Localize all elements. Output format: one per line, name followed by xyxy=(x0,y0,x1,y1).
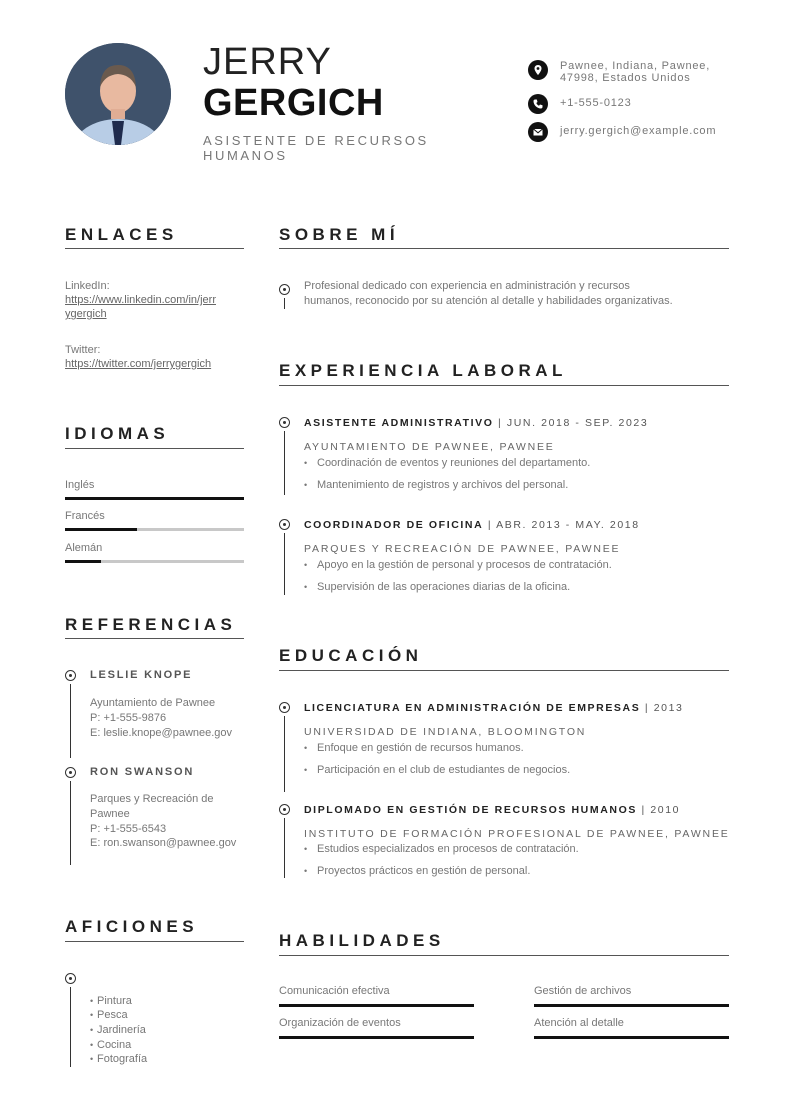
section-title-habilidades: HABILIDADES xyxy=(279,931,445,950)
timeline-dot-icon xyxy=(279,804,290,815)
timeline-dot-icon xyxy=(279,284,290,295)
experience-date: JUN. 2018 - SEP. 2023 xyxy=(506,417,649,429)
section-divider xyxy=(65,248,244,249)
skill-label: Comunicación efectiva xyxy=(279,985,390,997)
phone-text: +1-555-0123 xyxy=(560,97,632,109)
section-title-experiencia: EXPERIENCIA LABORAL xyxy=(279,361,567,380)
education-org: UNIVERSIDAD DE INDIANA, BLOOMINGTON xyxy=(304,726,587,738)
experience-bullet: • Mantenimiento de registros y archivos del personal. xyxy=(304,479,568,491)
section-title-referencias: REFERENCIAS xyxy=(65,615,237,634)
skill-bar xyxy=(534,1004,729,1007)
hobby-item: • Pesca xyxy=(90,1009,128,1021)
avatar xyxy=(65,43,171,145)
contact-address xyxy=(528,60,740,84)
education-bullet: • Enfoque en gestión de recursos humanos. xyxy=(304,742,524,754)
job-title: ASISTENTE DE RECURSOS HUMANOS xyxy=(203,133,429,163)
skill-bar xyxy=(279,1036,474,1039)
timeline-dot-icon xyxy=(65,767,76,778)
reference-email: E: leslie.knope@pawnee.gov xyxy=(90,727,233,739)
timeline-line xyxy=(284,431,285,495)
skill-label: Gestión de archivos xyxy=(534,985,632,997)
reference-email: E: ron.swanson@pawnee.gov xyxy=(90,837,237,849)
section-title-sobre-mi: SOBRE MÍ xyxy=(279,225,400,244)
timeline-line xyxy=(70,781,71,865)
twitter-link[interactable]: https://twitter.com/jerrygergich xyxy=(65,358,212,370)
education-org: INSTITUTO DE FORMACIÓN PROFESIONAL DE PAWNEE, PAWNEE xyxy=(304,828,730,840)
education-degree: DIPLOMADO EN GESTIÓN DE RECURSOS HUMANOS xyxy=(304,804,637,816)
about-text-line: Profesional dedicado con experiencia en administración y recursos xyxy=(304,280,630,292)
profile-photo-icon xyxy=(65,43,171,145)
section-title-enlaces: ENLACES xyxy=(65,225,178,244)
language-label: Alemán xyxy=(65,542,103,554)
education-heading xyxy=(304,702,683,714)
section-title-idiomas: IDIOMAS xyxy=(65,424,170,443)
hobby-item: • Fotografía xyxy=(90,1053,147,1065)
email-text: jerry.gergich@example.com xyxy=(560,125,717,137)
address-text: Pawnee, Indiana, Pawnee, 47998, Estados Unidos xyxy=(560,60,711,84)
experience-bullet: • Coordinación de eventos y reuniones del departamento. xyxy=(304,457,590,469)
contact-phone xyxy=(528,94,740,114)
language-level-bar xyxy=(65,497,244,500)
linkedin-link[interactable]: https://www.linkedin.com/in/jerr xyxy=(65,294,216,306)
section-divider xyxy=(65,448,244,449)
first-name: JERRY xyxy=(203,41,332,83)
twitter-label: Twitter: xyxy=(65,344,101,356)
separator: | xyxy=(641,804,646,816)
reference-phone: P: +1-555-9876 xyxy=(90,712,167,724)
section-divider xyxy=(279,670,729,671)
language-level-bar xyxy=(65,560,244,563)
separator: | xyxy=(644,702,650,714)
skill-bar xyxy=(279,1004,474,1007)
reference-org: Ayuntamiento de Pawnee xyxy=(90,697,216,709)
experience-org: AYUNTAMIENTO DE PAWNEE, PAWNEE xyxy=(304,441,555,453)
linkedin-link-continued[interactable]: ygergich xyxy=(65,308,107,320)
hobby-item: • Pintura xyxy=(90,995,132,1007)
experience-bullet: • Supervisión de las operaciones diarias de la oficina. xyxy=(304,581,570,593)
section-divider xyxy=(65,941,244,942)
education-bullet: • Proyectos prácticos en gestión de personal. xyxy=(304,865,530,877)
section-divider xyxy=(279,955,729,956)
education-bullet: • Estudios especializados en procesos de contratación. xyxy=(304,843,579,855)
education-year: 2010 xyxy=(650,804,681,816)
timeline-dot-icon xyxy=(65,670,76,681)
language-level-bar xyxy=(65,528,244,531)
section-divider xyxy=(279,248,729,249)
experience-heading xyxy=(304,417,648,429)
section-divider xyxy=(65,638,244,639)
timeline-dot-icon xyxy=(279,702,290,713)
section-title-educacion: EDUCACIÓN xyxy=(279,646,423,665)
language-label: Francés xyxy=(65,510,105,522)
education-year: 2013 xyxy=(653,702,684,714)
timeline-dot-icon xyxy=(65,973,76,984)
about-text-line: humanos, reconocido por su atención al detalle y habilidades organizativas. xyxy=(304,295,673,307)
experience-org: PARQUES Y RECREACIÓN DE PAWNEE, PAWNEE xyxy=(304,543,621,555)
experience-date: ABR. 2013 - MAY. 2018 xyxy=(496,519,640,531)
separator: | xyxy=(498,417,503,429)
location-pin-icon xyxy=(528,60,548,80)
section-divider xyxy=(279,385,729,386)
skill-bar xyxy=(534,1036,729,1039)
language-label: Inglés xyxy=(65,479,95,491)
mail-icon xyxy=(528,122,548,142)
section-title-aficiones: AFICIONES xyxy=(65,917,199,936)
contact-email xyxy=(528,122,740,142)
experience-bullet: • Apoyo en la gestión de personal y procesos de contratación. xyxy=(304,559,612,571)
separator: | xyxy=(487,519,493,531)
experience-role: ASISTENTE ADMINISTRATIVO xyxy=(304,417,494,429)
reference-org: Parques y Recreación de Pawnee xyxy=(90,793,214,820)
skill-label: Organización de eventos xyxy=(279,1017,401,1029)
experience-role: COORDINADOR DE OFICINA xyxy=(304,519,484,531)
timeline-line xyxy=(70,987,71,1067)
timeline-line xyxy=(284,533,285,595)
timeline-line xyxy=(284,818,285,878)
education-degree: LICENCIATURA EN ADMINISTRACIÓN DE EMPRESAS xyxy=(304,702,641,714)
last-name: GERGICH xyxy=(203,82,384,124)
reference-name: RON SWANSON xyxy=(90,766,195,778)
education-heading xyxy=(304,804,680,816)
timeline-line xyxy=(284,716,285,792)
phone-icon xyxy=(528,94,548,114)
reference-name: LESLIE KNOPE xyxy=(90,669,193,681)
hobby-item: • Cocina xyxy=(90,1039,131,1051)
skill-label: Atención al detalle xyxy=(534,1017,624,1029)
education-bullet: • Participación en el club de estudiantes de negocios. xyxy=(304,764,570,776)
timeline-line xyxy=(70,684,71,758)
timeline-dot-icon xyxy=(279,519,290,530)
reference-phone: P: +1-555-6543 xyxy=(90,823,167,835)
linkedin-label: LinkedIn: xyxy=(65,280,110,292)
experience-heading xyxy=(304,519,640,531)
hobby-item: • Jardinería xyxy=(90,1024,146,1036)
timeline-line xyxy=(284,298,285,309)
timeline-dot-icon xyxy=(279,417,290,428)
